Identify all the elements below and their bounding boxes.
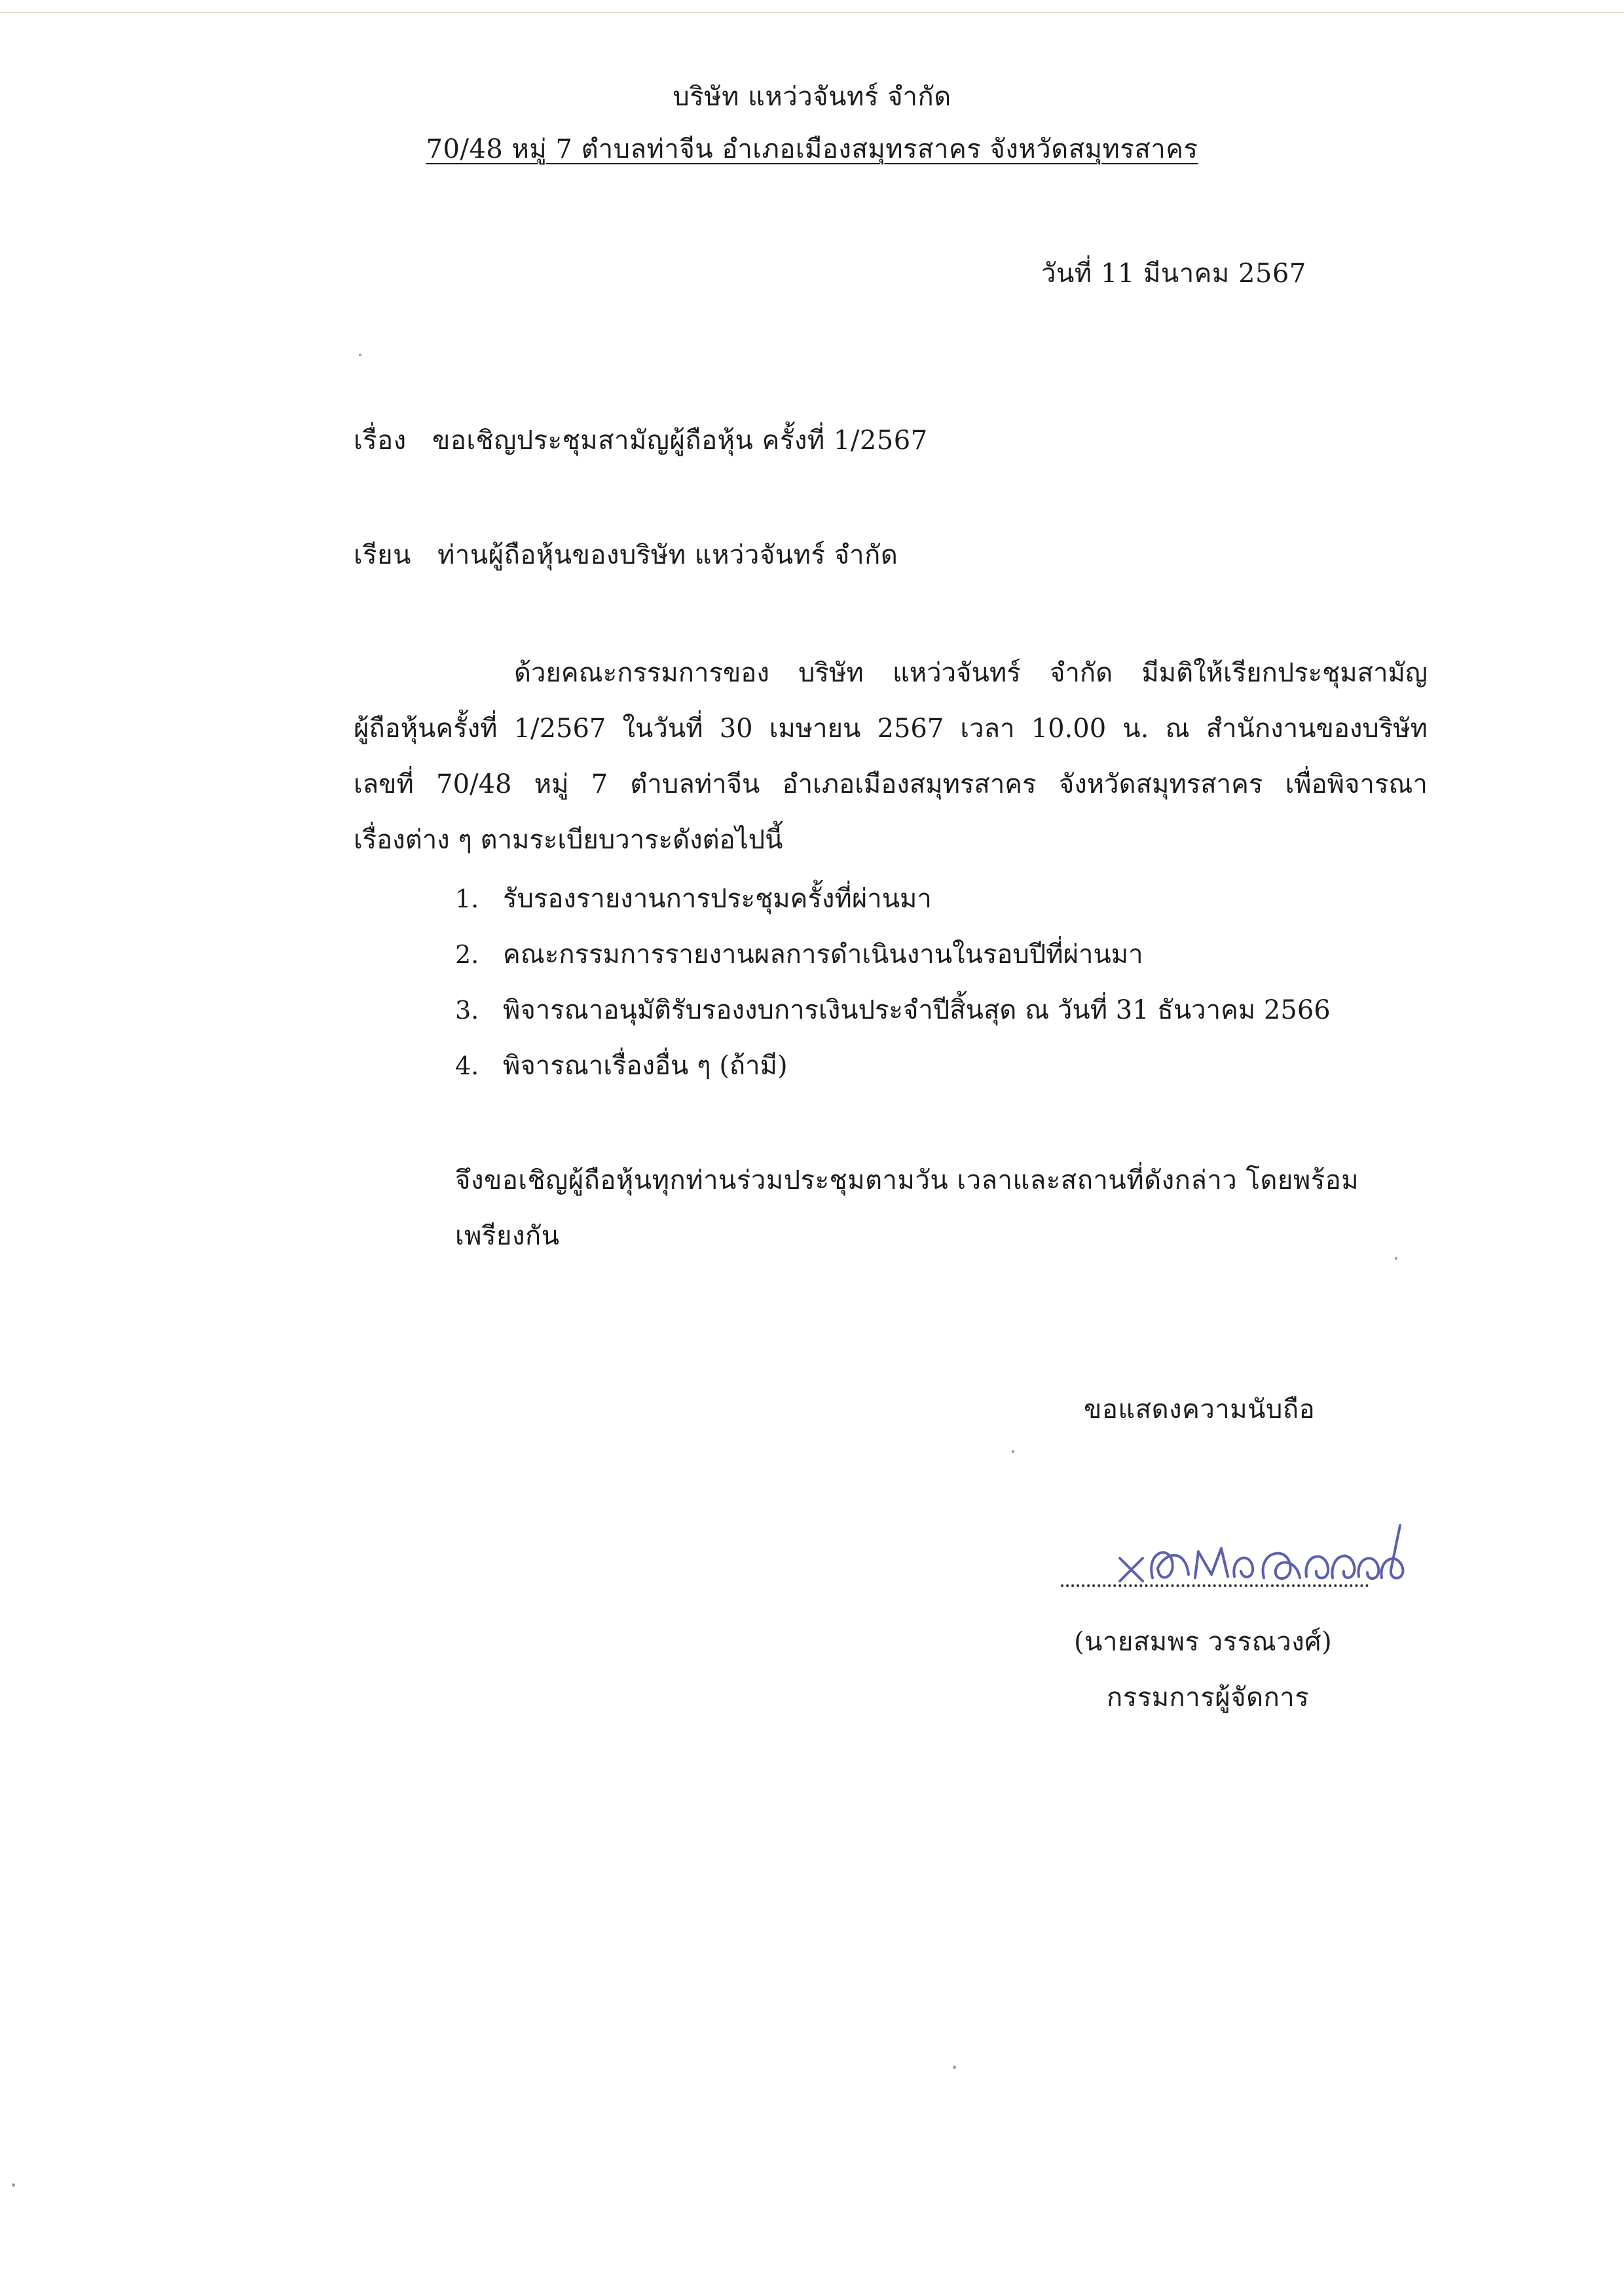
top-border (0, 12, 1624, 13)
scan-speck (359, 354, 361, 356)
body-line-2: ผู้ถือหุ้นครั้งที่ 1/2567 ในวันที่ 30 เมษายน 2567 เวลา 10.00 น. ณ สำนักงานของบริษัท (354, 714, 1428, 744)
agenda-text: คณะกรรมการรายงานผลการดำเนินงานในรอบปีที่ผ่านมา (503, 939, 1143, 970)
recipient-label: เรียน (354, 540, 411, 570)
scan-speck (953, 2066, 956, 2069)
subject-text: ขอเชิญประชุมสามัญผู้ถือหุ้น ครั้งที่ 1/2567 (432, 426, 928, 456)
agenda-number: 1. (455, 884, 479, 913)
agenda-number: 3. (455, 996, 479, 1025)
agenda-number: 2. (455, 940, 479, 969)
scan-speck (12, 2183, 15, 2187)
subject-label: เรื่อง (354, 426, 407, 456)
closing-line-2: เพรียงกัน (455, 1221, 560, 1251)
scan-speck (1012, 1450, 1014, 1453)
letter-date: วันที่ 11 มีนาคม 2567 (1041, 259, 1306, 289)
body-line-3: เลขที่ 70/48 หมู่ 7 ตำบลท่าจีน อำเภอเมืองสมุทรสาคร จังหวัดสมุทรสาคร เพื่อพิจารณา (354, 769, 1428, 799)
closing-line-1: จึงขอเชิญผู้ถือหุ้นทุกท่านร่วมประชุมตามวัน เวลาและสถานที่ดังกล่าว โดยพร้อม (455, 1165, 1359, 1195)
signer-name: (นายสมพร วรรณวงศ์) (1074, 1627, 1333, 1657)
signature-text: สมพร วรรณวงศ์ (1107, 1512, 1112, 1513)
recipient-text: ท่านผู้ถือหุ้นของบริษัท แหว่วจันทร์ จำกัด (437, 540, 898, 570)
company-name: บริษัท แหว่วจันทร์ จำกัด (673, 82, 951, 112)
agenda-text: พิจารณาเรื่องอื่น ๆ (ถ้ามี) (503, 1051, 788, 1081)
body-line-1: ด้วยคณะกรรมการของ บริษัท แหว่วจันทร์ จำกัด มีมติให้เรียกประชุมสามัญ (514, 658, 1428, 688)
regards-text: ขอแสดงความนับถือ (1084, 1394, 1316, 1425)
agenda-number: 4. (455, 1051, 479, 1080)
scan-speck (1395, 1257, 1397, 1260)
agenda-text: พิจารณาอนุมัติรับรองงบการเงินประจำปีสิ้นสุด ณ วันที่ 31 ธันวาคม 2566 (503, 995, 1331, 1025)
company-address: 70/48 หมู่ 7 ตำบลท่าจีน อำเภอเมืองสมุทรสาคร จังหวัดสมุทรสาคร (426, 134, 1198, 164)
agenda-text: รับรองรายงานการประชุมครั้งที่ผ่านมา (503, 884, 932, 914)
signer-title: กรรมการผู้จัดการ (1107, 1683, 1310, 1713)
body-line-4: เรื่องต่าง ๆ ตามระเบียบวาระดังต่อไปนี้ (354, 825, 783, 855)
handwritten-signature (1107, 1512, 1421, 1597)
